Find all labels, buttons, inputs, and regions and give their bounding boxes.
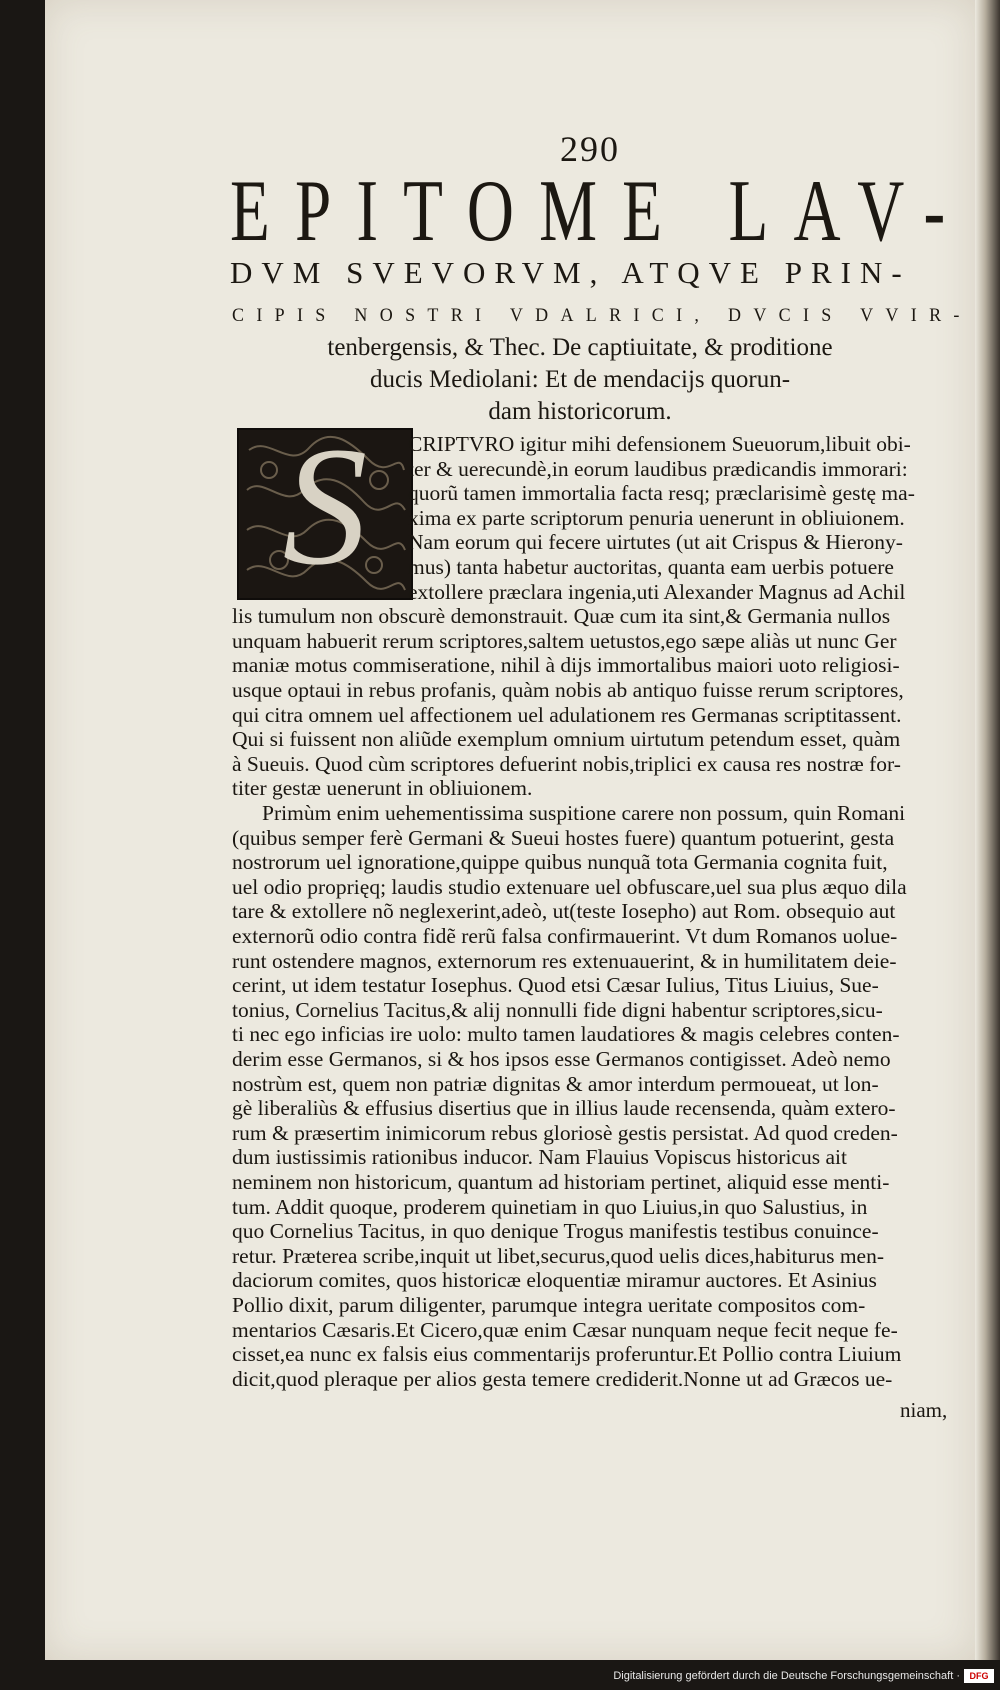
text-line: nostrùm est, quem non patriæ dignitas & amor interdum permoueat, ut lon-	[232, 1071, 879, 1096]
text-line: titer gestæ uenerunt in obliuionem.	[232, 776, 533, 801]
text-line: CRIPTVRO igitur mihi defensionem Sueuorum,libuit obi-	[408, 432, 911, 456]
text-line: retur. Præterea scribe,inquit ut libet,securus,quod uelis dices,habiturus men-	[232, 1243, 885, 1268]
title-line-5: ducis Mediolani: Et de mendacijs quorun-	[369, 366, 791, 393]
text-line: quorũ tamen immortalia facta resq; præclarisimè gestę ma-	[408, 481, 915, 506]
page-title: EPITOME LAV-	[230, 163, 971, 260]
title-line-3: CIPIS NOSTRI VDALRICI, DVCIS VVIR-	[232, 305, 972, 326]
text-line: lis tumulum non obscurè demonstrauit. Quæ cum ita sint,& Germania nullos	[232, 604, 891, 629]
text-line: ter & uerecundè,in eorum laudibus prædicandis immorari:	[408, 456, 908, 481]
text-line: ti nec ego inficias ire uolo: multo tamen laudatiores & magis celebres conten-	[232, 1022, 900, 1047]
text-line: cisset,ea nunc ex falsis eius commentarijs proferuntur.Et Pollio contra Liuium	[232, 1342, 902, 1367]
text-line: tonius, Cornelius Tacitus,& alij nonnulli fide digni habentur scriptores,sicu-	[232, 997, 883, 1022]
text-line: (quibus semper ferè Germani & Sueui hostes fuere) quantum potuerint, gesta	[232, 825, 895, 850]
text-line: Pollio dixit, parum diligenter, parumque integra ueritate compositos com-	[232, 1293, 866, 1317]
text-line: dum iustissimis rationibus inducor. Nam Flauius Vopiscus historicus ait	[232, 1145, 847, 1170]
page-number: 290	[560, 129, 620, 169]
text-line: rum & præsertim inimicorum rebus gloriosè gestis persistat. Ad quod creden-	[232, 1120, 898, 1145]
text-line: unquam habuerit rerum scriptores,saltem uetustos,ego sæpe aliàs ut nunc Ger	[232, 628, 897, 653]
text-line: Primùm enim uehementissima suspitione carere non possum, quin Romani	[262, 801, 906, 825]
text-line: derim esse Germanos, si & hos ipsos esse Germanos contigisset. Adeò nemo	[232, 1047, 891, 1071]
text-line: gè liberaliùs & effusius disertius que in illius laude recensenda, quàm extero-	[232, 1096, 896, 1121]
text-line: qui citra omnem uel affectionem uel adulationem res Germanas scriptitassent.	[232, 702, 902, 727]
text-line: tum. Addit quoque, proderem quinetiam in quo Liuius,in quo Salustius, in	[232, 1194, 868, 1219]
text-line: usque optaui in rebus profanis, quàm nobis ab antiquo fuisse rerum scriptores,	[232, 678, 904, 702]
title-line-6: dam historicorum.	[488, 398, 672, 425]
text-line: quo Cornelius Tacitus, in quo denique Trogus manifestis testibus conuince-	[232, 1219, 879, 1244]
text-line: à Sueuis. Quod cùm scriptores defuerint nobis,triplici ex causa res nostræ for-	[232, 751, 901, 776]
text-line: externorũ odio contra fidẽ rerũ falsa confirmauerint. Vt dum Romanos uolue-	[232, 924, 898, 948]
decorated-initial	[237, 412, 413, 600]
dfg-logo-text: DFG	[969, 1671, 989, 1681]
initial-letter: S	[282, 412, 368, 600]
text-line: Qui si fuissent non aliũde exemplum omnium uirtutum petendum esset, quàm	[232, 727, 901, 752]
text-line: maniæ motus commiseratione, nihil à dijs immortalibus maiori uoto religiosi-	[232, 653, 900, 678]
text-line: mentarios Cæsaris.Et Cicero,quæ enim Cæsar nunquam neque fecit neque fe-	[232, 1317, 898, 1342]
text-line: nostrorum uel ignoratione,quippe quibus nunquã tota Germania cognita fuit,	[232, 850, 888, 875]
footer-credit: Digitalisierung gefördert durch die Deutsche Forschungsgemeinschaft ·	[613, 1670, 960, 1682]
dfg-logo	[964, 1669, 994, 1683]
text-line: neminem non historicum, quantum ad historiam pertinet, aliquid esse menti-	[232, 1170, 890, 1194]
text-line: tare & extollere nõ neglexerint,adeò, ut(teste Iosepho) aut Rom. obsequio aut	[232, 899, 896, 924]
title-line-2: DVM SVEVORVM, ATQVE PRIN-	[230, 255, 911, 290]
catchword: niam,	[900, 1398, 948, 1422]
text-line: runt ostendere magnos, externorum res extenuauerint, & in humilitatem deie-	[232, 948, 897, 973]
text-line: extollere præclara ingenia,uti Alexander Magnus ad Achil	[408, 579, 906, 604]
text-line: daciorum comites, quos historicæ eloquentiæ miramur auctores. Et Asinius	[232, 1268, 877, 1293]
text-line: cerint, ut idem testatur Iosephus. Quod etsi Cæsar Iulius, Titus Liuius, Sue-	[232, 973, 879, 998]
text-line: uel odio proprięq; laudis studio extenuare uel obfuscare,uel sua plus æquo dila	[232, 874, 907, 899]
text-line: mus) tanta habetur auctoritas, quanta eam uerbis potuere	[408, 555, 894, 579]
page-edge	[975, 0, 1000, 1660]
text-line: xima ex parte scriptorum penuria uenerunt in obliuionem.	[408, 505, 905, 530]
text-line: Nam eorum qui fecere uirtutes (ut ait Crispus & Hierony-	[408, 530, 903, 555]
text-line: dicit,quod pleraque per alios gesta temere crediderit.Nonne ut ad Græcos ue-	[232, 1366, 893, 1391]
title-line-4: tenbergensis, & Thec. De captiuitate, & proditione	[327, 334, 833, 361]
